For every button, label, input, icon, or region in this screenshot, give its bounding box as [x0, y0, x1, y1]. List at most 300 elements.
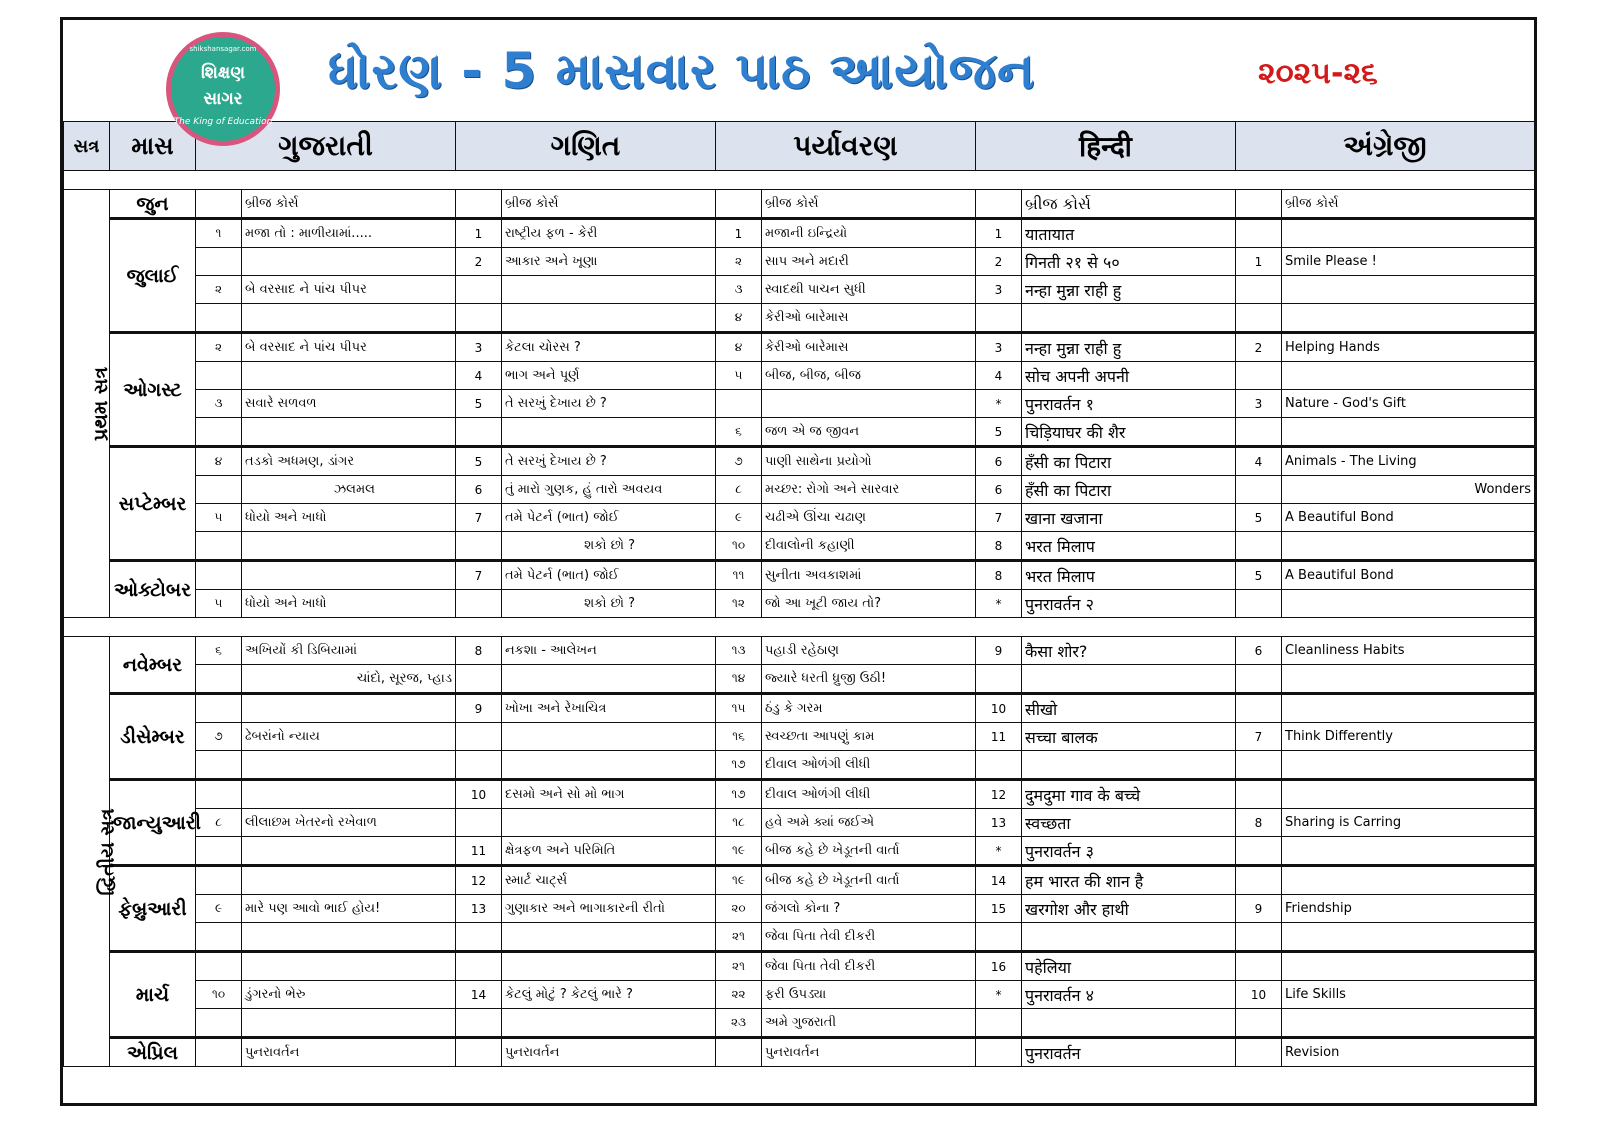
maths-lesson-number: 5	[456, 447, 502, 476]
month-sep: સપ્ટેમ્બર	[110, 447, 196, 561]
gujarati-lesson-number: ૬	[196, 637, 242, 665]
gujarati-lesson-number	[196, 1009, 242, 1038]
evs-lesson-number: ૪	[716, 333, 762, 362]
maths-lesson-title: તમે પેટર્ન (ભાત) જોઈ	[502, 504, 716, 532]
english-lesson-title	[1282, 1009, 1535, 1038]
maths-lesson-title: ખોખા અને રેખાચિત્ર	[502, 694, 716, 723]
table-row	[64, 723, 1535, 751]
english-lesson-number	[1236, 362, 1282, 390]
gujarati-lesson-number	[196, 780, 242, 809]
hindi-lesson-number: 8	[976, 561, 1022, 590]
hindi-lesson-number: 14	[976, 866, 1022, 895]
english-lesson-title: Cleanliness Habits	[1282, 637, 1535, 665]
maths-lesson-number	[456, 190, 502, 219]
english-lesson-title: Friendship	[1282, 895, 1535, 923]
hindi-lesson-title: नन्हा मुन्ना राही हु	[1022, 333, 1236, 362]
maths-lesson-number	[456, 304, 502, 333]
maths-lesson-title: કેટલું મોટું ? કેટલું ભારે ?	[502, 981, 716, 1009]
english-lesson-title: A Beautiful Bond	[1282, 561, 1535, 590]
gujarati-lesson-number	[196, 866, 242, 895]
maths-lesson-number	[456, 952, 502, 981]
maths-lesson-title: દસમો અને સો મો ભાગ	[502, 780, 716, 809]
gujarati-lesson-title: ધોયો અને ખાધો	[242, 590, 456, 618]
hindi-lesson-title: खाना खजाना	[1022, 504, 1236, 532]
english-lesson-title: A Beautiful Bond	[1282, 504, 1535, 532]
english-lesson-title	[1282, 780, 1535, 809]
maths-lesson-title: તે સરખું દેખાય છે ?	[502, 390, 716, 418]
col-month: માસ	[110, 122, 196, 171]
gujarati-lesson-number	[196, 751, 242, 780]
gujarati-lesson-number	[196, 190, 242, 219]
maths-lesson-number: 9	[456, 694, 502, 723]
gujarati-lesson-title	[242, 751, 456, 780]
month-oct: ઓક્ટોબર	[110, 561, 196, 618]
evs-lesson-title: જ્યારે ધરતી ધ્રુજી ઉઠી!	[762, 665, 976, 694]
logo: shikshansagar.com શિક્ષણ સાગર The King of Education	[166, 32, 280, 146]
hindi-lesson-number: 5	[976, 418, 1022, 447]
maths-lesson-number	[456, 723, 502, 751]
hindi-lesson-title: सीखो	[1022, 694, 1236, 723]
english-lesson-title	[1282, 837, 1535, 866]
gujarati-lesson-title	[242, 304, 456, 333]
maths-lesson-title	[502, 723, 716, 751]
table-row	[64, 866, 1535, 895]
hindi-lesson-number: 10	[976, 694, 1022, 723]
col-evs: પર્યાવરણ	[716, 122, 976, 171]
maths-lesson-title: નકશા - આલેખન	[502, 637, 716, 665]
hindi-lesson-number: 16	[976, 952, 1022, 981]
evs-lesson-title: દીવાલોની કહાણી	[762, 532, 976, 561]
gujarati-lesson-number: ૩	[196, 390, 242, 418]
evs-lesson-title	[762, 390, 976, 418]
gujarati-lesson-title	[242, 418, 456, 447]
evs-lesson-title: ફરી ઉપડ્યા	[762, 981, 976, 1009]
evs-lesson-title: દીવાલ ઓળંગી લીધી	[762, 780, 976, 809]
hindi-lesson-number	[976, 1038, 1022, 1067]
table-row	[64, 952, 1535, 981]
evs-lesson-title: બીજ કહે છે ખેડૂતની વાર્તા	[762, 837, 976, 866]
hindi-lesson-title: स्वच्छता	[1022, 809, 1236, 837]
gujarati-lesson-title: લીલાછમ ખેતરનો રખેવાળ	[242, 809, 456, 837]
maths-lesson-number: 7	[456, 504, 502, 532]
evs-lesson-title: પહાડી રહેઠાણ	[762, 637, 976, 665]
english-lesson-number	[1236, 866, 1282, 895]
hindi-lesson-number: 9	[976, 637, 1022, 665]
english-lesson-title	[1282, 751, 1535, 780]
maths-lesson-title: ક્ષેત્રફળ અને પરિમિતિ	[502, 837, 716, 866]
month-dec: ડીસેમ્બર	[110, 694, 196, 780]
evs-lesson-number: ૧૫	[716, 694, 762, 723]
maths-lesson-number	[456, 276, 502, 304]
maths-lesson-number	[456, 923, 502, 952]
evs-lesson-number: ૨૧	[716, 923, 762, 952]
maths-lesson-title: તમે પેટર્ન (ભાત) જોઈ	[502, 561, 716, 590]
gujarati-lesson-number	[196, 248, 242, 276]
col-english: અંગ્રેજી	[1236, 122, 1535, 171]
evs-lesson-number: ૨૧	[716, 952, 762, 981]
english-lesson-number: 3	[1236, 390, 1282, 418]
hindi-lesson-title	[1022, 923, 1236, 952]
hindi-lesson-title: दुमदुमा गाव के बच्चे	[1022, 780, 1236, 809]
maths-lesson-number: 3	[456, 333, 502, 362]
month-jun: જુન	[110, 190, 196, 219]
maths-lesson-number	[456, 665, 502, 694]
hindi-lesson-number: 4	[976, 362, 1022, 390]
hindi-lesson-title: हँसी का पिटारा	[1022, 476, 1236, 504]
english-lesson-title	[1282, 665, 1535, 694]
evs-lesson-number	[716, 190, 762, 219]
hindi-lesson-title	[1022, 665, 1236, 694]
hindi-lesson-title: गिनती २१ से ५०	[1022, 248, 1236, 276]
english-lesson-title: Wonders	[1282, 476, 1535, 504]
english-lesson-number	[1236, 590, 1282, 618]
evs-lesson-number: ૧૯	[716, 866, 762, 895]
hindi-lesson-title: सोच अपनी अपनी	[1022, 362, 1236, 390]
hindi-lesson-title: पुनरावर्तन	[1022, 1038, 1236, 1067]
english-lesson-number: 9	[1236, 895, 1282, 923]
english-lesson-number	[1236, 694, 1282, 723]
evs-lesson-number	[716, 390, 762, 418]
hindi-lesson-title: पुनरावर्तन ३	[1022, 837, 1236, 866]
table-row	[64, 476, 1535, 504]
maths-lesson-title	[502, 418, 716, 447]
table-row	[64, 637, 1535, 665]
hindi-lesson-number: 15	[976, 895, 1022, 923]
maths-lesson-number	[456, 751, 502, 780]
logo-line-1: શિક્ષણ	[200, 63, 246, 83]
evs-lesson-number: ૩	[716, 276, 762, 304]
maths-lesson-title	[502, 304, 716, 333]
table-row	[64, 1038, 1535, 1067]
logo-tagline: The King of Education	[173, 117, 273, 127]
gujarati-lesson-number	[196, 694, 242, 723]
gujarati-lesson-title	[242, 561, 456, 590]
gujarati-lesson-title: ઝલમલ	[242, 476, 456, 504]
gujarati-lesson-title	[242, 837, 456, 866]
evs-lesson-number: ૧૮	[716, 809, 762, 837]
month-apr: એપ્રિલ	[110, 1038, 196, 1067]
gujarati-lesson-number: ૮	[196, 809, 242, 837]
maths-lesson-title: શકો છો ?	[502, 532, 716, 561]
gujarati-lesson-title: બે વરસાદ ને પાંચ પીપર	[242, 333, 456, 362]
gujarati-lesson-number	[196, 1038, 242, 1067]
col-sem: સત્ર	[64, 122, 110, 171]
evs-lesson-title: સ્વચ્છતા આપણું કામ	[762, 723, 976, 751]
english-lesson-title	[1282, 304, 1535, 333]
maths-lesson-number: 1	[456, 219, 502, 248]
plan-sheet	[60, 17, 1537, 1106]
table-row	[64, 304, 1535, 333]
semester-label: પ્રથમ સત્ર	[64, 190, 110, 618]
english-lesson-number: 1	[1236, 248, 1282, 276]
english-lesson-title	[1282, 532, 1535, 561]
maths-lesson-number: 13	[456, 895, 502, 923]
english-lesson-title: Life Skills	[1282, 981, 1535, 1009]
evs-lesson-title: જંગલો કોના ?	[762, 895, 976, 923]
english-lesson-number: 8	[1236, 809, 1282, 837]
month-nov: નવેમ્બર	[110, 637, 196, 694]
evs-lesson-title: અમે ગુજરાતી	[762, 1009, 976, 1038]
hindi-lesson-number: *	[976, 390, 1022, 418]
hindi-lesson-number	[976, 304, 1022, 333]
english-lesson-title: Smile Please !	[1282, 248, 1535, 276]
gujarati-lesson-title	[242, 1009, 456, 1038]
hindi-lesson-title	[1022, 1009, 1236, 1038]
english-lesson-number	[1236, 665, 1282, 694]
table-row	[64, 981, 1535, 1009]
hindi-lesson-number: *	[976, 837, 1022, 866]
evs-lesson-number: ૧૭	[716, 751, 762, 780]
maths-lesson-title: તે સરખું દેખાય છે ?	[502, 447, 716, 476]
maths-lesson-number: 12	[456, 866, 502, 895]
evs-lesson-title: મજાની ઇન્દ્રિયો	[762, 219, 976, 248]
evs-lesson-title: સાપ અને મદારી	[762, 248, 976, 276]
hindi-lesson-title: कैसा शोर?	[1022, 637, 1236, 665]
hindi-lesson-number: 12	[976, 780, 1022, 809]
english-lesson-title	[1282, 694, 1535, 723]
evs-lesson-number: ૨૩	[716, 1009, 762, 1038]
evs-lesson-number: ૧૧	[716, 561, 762, 590]
table-row	[64, 190, 1535, 219]
hindi-lesson-number: 8	[976, 532, 1022, 561]
maths-lesson-number	[456, 590, 502, 618]
hindi-lesson-title: पुनरावर्तन ४	[1022, 981, 1236, 1009]
english-lesson-number	[1236, 418, 1282, 447]
maths-lesson-number	[456, 1009, 502, 1038]
table-row	[64, 362, 1535, 390]
gujarati-lesson-title: ઢેબરાંનો ન્યાય	[242, 723, 456, 751]
hindi-lesson-title: બ્રીજ કોર્સ	[1022, 190, 1236, 219]
evs-lesson-title: જેવા પિતા તેવી દીકરી	[762, 923, 976, 952]
gujarati-lesson-title	[242, 923, 456, 952]
english-lesson-number: 6	[1236, 637, 1282, 665]
english-lesson-title: Sharing is Carring	[1282, 809, 1535, 837]
evs-lesson-number: ૧૦	[716, 532, 762, 561]
maths-lesson-title	[502, 1009, 716, 1038]
english-lesson-number: 4	[1236, 447, 1282, 476]
english-lesson-number: 10	[1236, 981, 1282, 1009]
hindi-lesson-number	[976, 1009, 1022, 1038]
hindi-lesson-number	[976, 751, 1022, 780]
evs-lesson-number: ૫	[716, 362, 762, 390]
evs-lesson-number: ૧૨	[716, 590, 762, 618]
gujarati-lesson-title	[242, 248, 456, 276]
english-lesson-number	[1236, 276, 1282, 304]
maths-lesson-title: બ્રીજ કોર્સ	[502, 190, 716, 219]
header	[63, 20, 1534, 127]
table-row	[64, 590, 1535, 618]
maths-lesson-title: તું મારો ગુણક, હું તારો અવયવ	[502, 476, 716, 504]
english-lesson-title	[1282, 276, 1535, 304]
maths-lesson-title: કેટલા ચોરસ ?	[502, 333, 716, 362]
english-lesson-number: 5	[1236, 561, 1282, 590]
table-row	[64, 561, 1535, 590]
hindi-lesson-number: 7	[976, 504, 1022, 532]
gujarati-lesson-title	[242, 694, 456, 723]
col-gujarati: ગુજરાતી	[196, 122, 456, 171]
gujarati-lesson-title: બ્રીજ કોર્સ	[242, 190, 456, 219]
maths-lesson-number: 4	[456, 362, 502, 390]
gujarati-lesson-title: ડુંગરનો ભેરુ	[242, 981, 456, 1009]
hindi-lesson-number	[976, 665, 1022, 694]
english-lesson-number	[1236, 190, 1282, 219]
evs-lesson-number	[716, 1038, 762, 1067]
gujarati-lesson-title: ધોયો અને ખાધો	[242, 504, 456, 532]
gujarati-lesson-number: ૨	[196, 333, 242, 362]
table-row	[64, 532, 1535, 561]
gujarati-lesson-title: મજા તો : માળીયામાં.....	[242, 219, 456, 248]
gujarati-lesson-title: તડકો અધમણ, ડાંગર	[242, 447, 456, 476]
gujarati-lesson-number	[196, 418, 242, 447]
lesson-plan-table	[63, 121, 1535, 1067]
evs-lesson-title: ઠંડુ કે ગરમ	[762, 694, 976, 723]
maths-lesson-number: 5	[456, 390, 502, 418]
evs-lesson-title: બ્રીજ કોર્સ	[762, 190, 976, 219]
english-lesson-title	[1282, 590, 1535, 618]
english-lesson-title	[1282, 219, 1535, 248]
english-lesson-number	[1236, 952, 1282, 981]
table-row	[64, 780, 1535, 809]
academic-year: ૨૦૨૫-૨૬	[1258, 56, 1378, 91]
table-row	[64, 219, 1535, 248]
table-row	[64, 447, 1535, 476]
gujarati-lesson-title	[242, 532, 456, 561]
hindi-lesson-title: सच्चा बालक	[1022, 723, 1236, 751]
maths-lesson-title: આકાર અને ખૂણા	[502, 248, 716, 276]
english-lesson-number	[1236, 304, 1282, 333]
maths-lesson-title	[502, 751, 716, 780]
evs-lesson-number: ૮	[716, 476, 762, 504]
evs-lesson-number: ૯	[716, 504, 762, 532]
maths-lesson-title	[502, 665, 716, 694]
english-lesson-number	[1236, 532, 1282, 561]
evs-lesson-number: ૭	[716, 447, 762, 476]
english-lesson-number	[1236, 1038, 1282, 1067]
evs-lesson-title: સ્વાદથી પાચન સુધી	[762, 276, 976, 304]
gujarati-lesson-number: ૭	[196, 723, 242, 751]
maths-lesson-number: 10	[456, 780, 502, 809]
maths-lesson-title: સ્માર્ટ ચાર્ટ્સ	[502, 866, 716, 895]
gujarati-lesson-number: ૨	[196, 276, 242, 304]
evs-lesson-title: બીજ, બીજ, બીજ	[762, 362, 976, 390]
evs-lesson-number: ૧૬	[716, 723, 762, 751]
english-lesson-number	[1236, 476, 1282, 504]
hindi-lesson-number: 3	[976, 276, 1022, 304]
english-lesson-number	[1236, 219, 1282, 248]
table-row	[64, 694, 1535, 723]
col-hindi: हिन्दी	[976, 122, 1236, 171]
gujarati-lesson-title	[242, 866, 456, 895]
maths-lesson-title	[502, 952, 716, 981]
maths-lesson-title	[502, 923, 716, 952]
english-lesson-number: 5	[1236, 504, 1282, 532]
maths-lesson-title: ભાગ અને પૂર્ણ	[502, 362, 716, 390]
gujarati-lesson-number	[196, 362, 242, 390]
hindi-lesson-number: 3	[976, 333, 1022, 362]
hindi-lesson-title: हम भारत की शान है	[1022, 866, 1236, 895]
table-row	[64, 276, 1535, 304]
maths-lesson-number	[456, 809, 502, 837]
month-mar: માર્ચ	[110, 952, 196, 1038]
page-title: ધોરણ - 5 માસવાર પાઠ આયોજન	[328, 42, 1036, 100]
hindi-lesson-title: हँसी का पिटारा	[1022, 447, 1236, 476]
maths-lesson-title: ગુણાકાર અને ભાગાકારની રીતો	[502, 895, 716, 923]
hindi-lesson-number: *	[976, 981, 1022, 1009]
maths-lesson-title: રાષ્ટ્રીય ફળ - કેરી	[502, 219, 716, 248]
semester-label: દ્વિતીય સત્ર	[64, 637, 110, 1067]
gujarati-lesson-title	[242, 952, 456, 981]
english-lesson-number	[1236, 1009, 1282, 1038]
evs-lesson-title: દીવાલ ઓળંગી લીધી	[762, 751, 976, 780]
gujarati-lesson-number: ૫	[196, 504, 242, 532]
hindi-lesson-title: नन्हा मुन्ना राही हु	[1022, 276, 1236, 304]
hindi-lesson-title: भरत मिलाप	[1022, 561, 1236, 590]
gujarati-lesson-number	[196, 952, 242, 981]
gujarati-lesson-number	[196, 476, 242, 504]
maths-lesson-number	[456, 1038, 502, 1067]
hindi-lesson-title: भरत मिलाप	[1022, 532, 1236, 561]
spacer-row	[64, 171, 1535, 190]
hindi-lesson-title: पहेलिया	[1022, 952, 1236, 981]
table-row	[64, 333, 1535, 362]
gujarati-lesson-title: સવારે સળવળ	[242, 390, 456, 418]
gujarati-lesson-number	[196, 923, 242, 952]
gujarati-lesson-title: મારે પણ આવો ભાઈ હોય!	[242, 895, 456, 923]
english-lesson-title	[1282, 952, 1535, 981]
english-lesson-title: બ્રીજ કોર્સ	[1282, 190, 1535, 219]
table-row	[64, 751, 1535, 780]
gujarati-lesson-number	[196, 561, 242, 590]
hindi-lesson-number: 2	[976, 248, 1022, 276]
evs-lesson-title: જેવા પિતા તેવી દીકરી	[762, 952, 976, 981]
hindi-lesson-title: चिड़ियाघर की शैर	[1022, 418, 1236, 447]
hindi-lesson-number: 11	[976, 723, 1022, 751]
maths-lesson-number: 8	[456, 637, 502, 665]
english-lesson-number: 2	[1236, 333, 1282, 362]
maths-lesson-number: 6	[456, 476, 502, 504]
evs-lesson-title: કેરીઓ બારેમાસ	[762, 333, 976, 362]
gujarati-lesson-title	[242, 362, 456, 390]
table-row	[64, 504, 1535, 532]
maths-lesson-title: પુનરાવર્તન	[502, 1038, 716, 1067]
table-row	[64, 248, 1535, 276]
table-row	[64, 390, 1535, 418]
evs-lesson-number: ૧૩	[716, 637, 762, 665]
evs-lesson-title: કેરીઓ બારેમાસ	[762, 304, 976, 333]
table-row	[64, 418, 1535, 447]
evs-lesson-title: જળ એ જ જીવન	[762, 418, 976, 447]
table-row	[64, 895, 1535, 923]
table-row	[64, 809, 1535, 837]
maths-lesson-number: 11	[456, 837, 502, 866]
month-jul: જુલાઈ	[110, 219, 196, 333]
evs-lesson-number: ૨૦	[716, 895, 762, 923]
hindi-lesson-title: पुनरावर्तन २	[1022, 590, 1236, 618]
maths-lesson-title: શકો છો ?	[502, 590, 716, 618]
column-header-row	[64, 122, 1535, 171]
english-lesson-title	[1282, 866, 1535, 895]
evs-lesson-title: મચ્છર: રોગો અને સારવાર	[762, 476, 976, 504]
gujarati-lesson-title: બે વરસાદ ને પાંચ પીપર	[242, 276, 456, 304]
english-lesson-title	[1282, 362, 1535, 390]
english-lesson-title: Think Differently	[1282, 723, 1535, 751]
spacer-row	[64, 618, 1535, 637]
gujarati-lesson-number: ૪	[196, 447, 242, 476]
evs-lesson-title: સુનીતા અવકાશમાં	[762, 561, 976, 590]
gujarati-lesson-number: ૯	[196, 895, 242, 923]
hindi-lesson-title	[1022, 751, 1236, 780]
maths-lesson-title	[502, 276, 716, 304]
